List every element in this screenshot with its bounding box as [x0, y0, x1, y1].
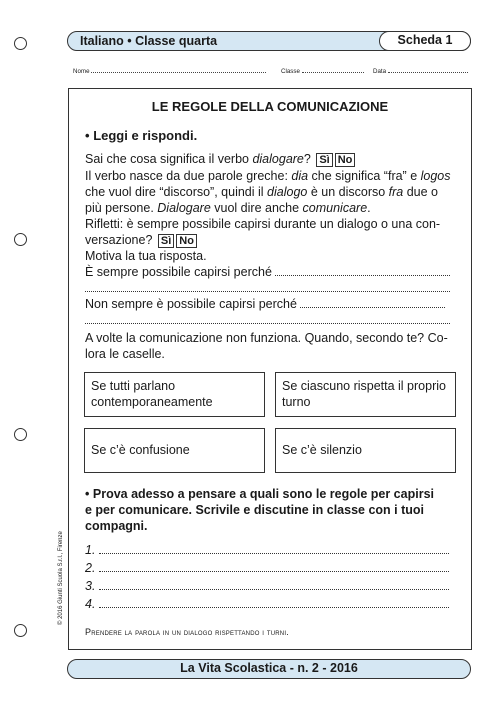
binder-hole-4 [14, 624, 27, 637]
bullet-2: • [85, 487, 90, 501]
name-field[interactable] [73, 66, 266, 75]
paragraph-line-12: lora le caselle. [85, 347, 165, 361]
text: ? [303, 152, 311, 166]
rule-line-3[interactable] [85, 579, 449, 594]
text-italic: dialogo [267, 185, 308, 199]
paragraph-line-2 [85, 169, 451, 184]
paragraph-line-6 [85, 233, 197, 248]
rule-number: 2. [85, 561, 96, 575]
text-italic: comunicare [302, 201, 368, 215]
section-heading-1 [85, 128, 197, 143]
answer-line-not-always[interactable] [85, 297, 445, 312]
worksheet-tab: Scheda 1 [379, 31, 471, 51]
rule-line-2[interactable] [85, 561, 449, 576]
binder-hole-3 [14, 428, 27, 441]
text: versazione? [85, 233, 153, 247]
rule-number: 1. [85, 543, 96, 557]
student-fields [73, 66, 473, 78]
section-heading-2-line-2: e per comunicare. Scrivile e discutine in classe con i tuoi [85, 503, 425, 517]
box-text: Se ciascuno rispetta il proprio [282, 379, 446, 393]
answer-line-not-always-cont[interactable] [85, 313, 450, 328]
color-box-2[interactable] [275, 372, 456, 417]
si-box-2[interactable]: Sì [158, 234, 174, 248]
text-italic: dia [291, 169, 309, 183]
text: vuol dire anche [210, 201, 303, 215]
box-text: Se tutti parlano [91, 379, 176, 393]
binder-hole-2 [14, 233, 27, 246]
paragraph-line-7: Motiva la tua risposta. [85, 249, 207, 263]
section-heading-2 [85, 487, 434, 502]
text: . [367, 201, 371, 215]
paragraph-line-3 [85, 185, 438, 200]
example-rule: Prendere la parola in un dialogo rispettando i turni. [85, 627, 289, 637]
answer-line-always-cont[interactable] [85, 281, 450, 296]
text-italic: dialogare [252, 152, 304, 166]
text-italic: Dialogare [157, 201, 211, 215]
text: due o [403, 185, 439, 199]
text: Prova adesso a pensare a quali sono le regole per capirsi [92, 487, 434, 501]
copyright-notice: © 2016 Giunti Scuola S.r.l., Firenze [58, 531, 64, 625]
text: è un discorso [307, 185, 389, 199]
page-title: LE REGOLE DELLA COMUNICAZIONE [151, 99, 389, 114]
box-text: Se c’è silenzio [282, 443, 362, 457]
text: Il verbo nasce da due parole greche: [85, 169, 292, 183]
answer-line-always[interactable] [85, 265, 450, 280]
box-text: Se c’è confusione [91, 443, 190, 457]
worksheet-body [68, 88, 472, 650]
paragraph-line-1 [85, 152, 355, 167]
class-field[interactable] [281, 66, 364, 75]
no-box-2[interactable]: No [176, 234, 197, 248]
section-heading-2-line-3: compagni. [85, 519, 148, 533]
paragraph-line-4 [85, 201, 371, 216]
text: Non sempre è possibile capirsi perché [85, 297, 297, 311]
color-box-3[interactable] [84, 428, 265, 473]
rule-number: 4. [85, 597, 96, 611]
paragraph-line-5: Rifletti: è sempre possibile capirsi durante un dialogo o una con- [85, 217, 441, 231]
paragraph-line-11: A volte la comunicazione non funziona. Quando, secondo te? Co- [85, 331, 448, 345]
rule-line-1[interactable] [85, 543, 449, 558]
text: È sempre possibile capirsi perché [85, 265, 272, 279]
text: che significa “fra” e [308, 169, 421, 183]
text: Sai che cosa significa il verbo [85, 152, 253, 166]
name-label: Nome [73, 68, 90, 75]
text-italic: logos [420, 169, 451, 183]
date-label: Data [373, 68, 387, 75]
binder-hole-1 [14, 37, 27, 50]
color-box-1[interactable] [84, 372, 265, 417]
header-title: Italiano • Classe quarta [80, 34, 218, 48]
text: più persone. [85, 201, 158, 215]
text-italic: fra [388, 185, 404, 199]
no-box[interactable]: No [335, 153, 356, 167]
si-box[interactable]: Sì [316, 153, 332, 167]
section-heading-1-text: Leggi e rispondi. [93, 128, 198, 143]
color-box-4[interactable] [275, 428, 456, 473]
rule-line-4[interactable] [85, 597, 449, 612]
text: che vuol dire “discorso”, quindi il [85, 185, 268, 199]
bullet-1: • [85, 128, 90, 143]
class-label: Classe [281, 68, 300, 75]
header-bar [67, 31, 471, 51]
rule-number: 3. [85, 579, 96, 593]
footer-bar: La Vita Scolastica - n. 2 - 2016 [67, 659, 471, 679]
box-text: contemporaneamente [91, 395, 213, 409]
box-text: turno [282, 395, 311, 409]
date-field[interactable] [373, 66, 468, 75]
